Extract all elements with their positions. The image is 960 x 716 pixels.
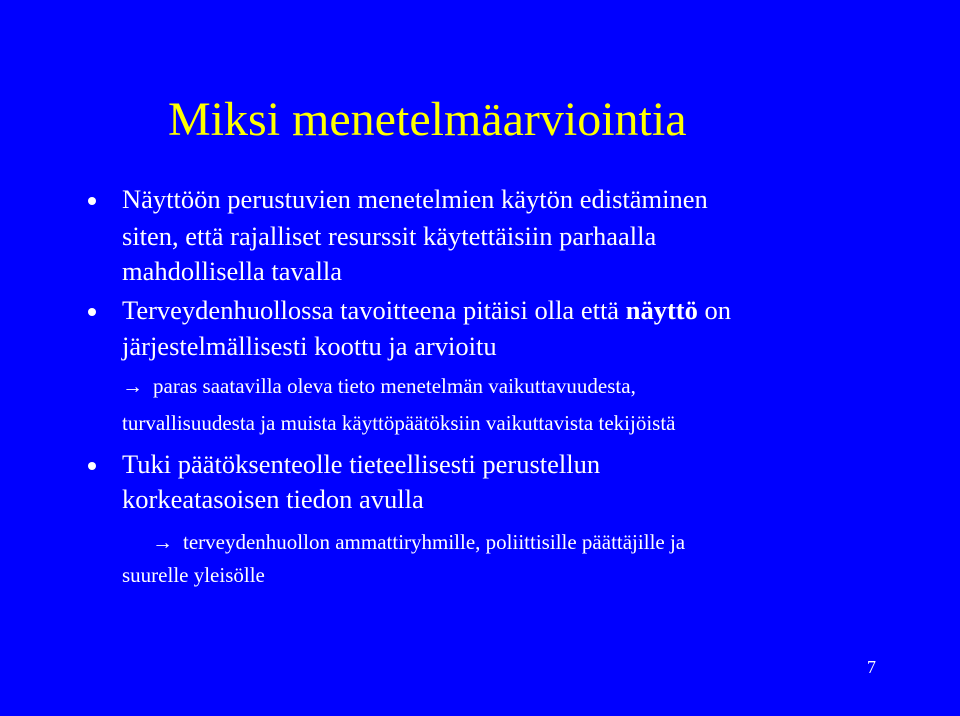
page-number: 7 xyxy=(867,657,876,677)
slide-title: Miksi menetelmäarviointia xyxy=(168,93,687,146)
bullet1-line3: mahdollisella tavalla xyxy=(122,256,343,286)
sub2-line1 xyxy=(122,532,685,553)
bullet-dot xyxy=(88,197,96,205)
bullet2-emphasis: näyttö xyxy=(625,295,698,325)
bullet1-line1: Näyttöön perustuvien menetelmien käytön edistäminen xyxy=(122,184,708,214)
right-arrow-icon: → xyxy=(152,530,173,554)
bullet3-line1: Tuki päätöksenteolle tieteellisesti perustellun xyxy=(122,449,601,479)
bullet-dot xyxy=(88,308,96,316)
bullet2-line2: järjestelmällisesti koottu ja arvioitu xyxy=(122,331,497,361)
sub2-line1-text: terveydenhuollon ammattiryhmille, poliittisille päättäjille ja xyxy=(183,530,686,554)
sub2-line2: suurelle yleisölle xyxy=(122,563,265,587)
bullet-dot xyxy=(88,462,96,470)
bullet3-line2: korkeatasoisen tiedon avulla xyxy=(122,484,424,514)
sub1-line2: turvallisuudesta ja muista käyttöpäätöksiin vaikuttavista tekijöistä xyxy=(122,411,676,435)
sub1-line1-text: paras saatavilla oleva tieto menetelmän vaikuttavuudesta, xyxy=(153,374,636,398)
bullet1-line2: siten, että rajalliset resurssit käytettäisiin parhaalla xyxy=(122,221,657,251)
bullet2-line1-end: on xyxy=(697,295,731,325)
bullet2-line1-start: Terveydenhuollossa tavoitteena pitäisi olla että xyxy=(122,295,626,325)
bullet2-line1 xyxy=(122,297,731,324)
sub1-line1 xyxy=(122,376,636,397)
right-arrow-icon: → xyxy=(122,374,143,398)
